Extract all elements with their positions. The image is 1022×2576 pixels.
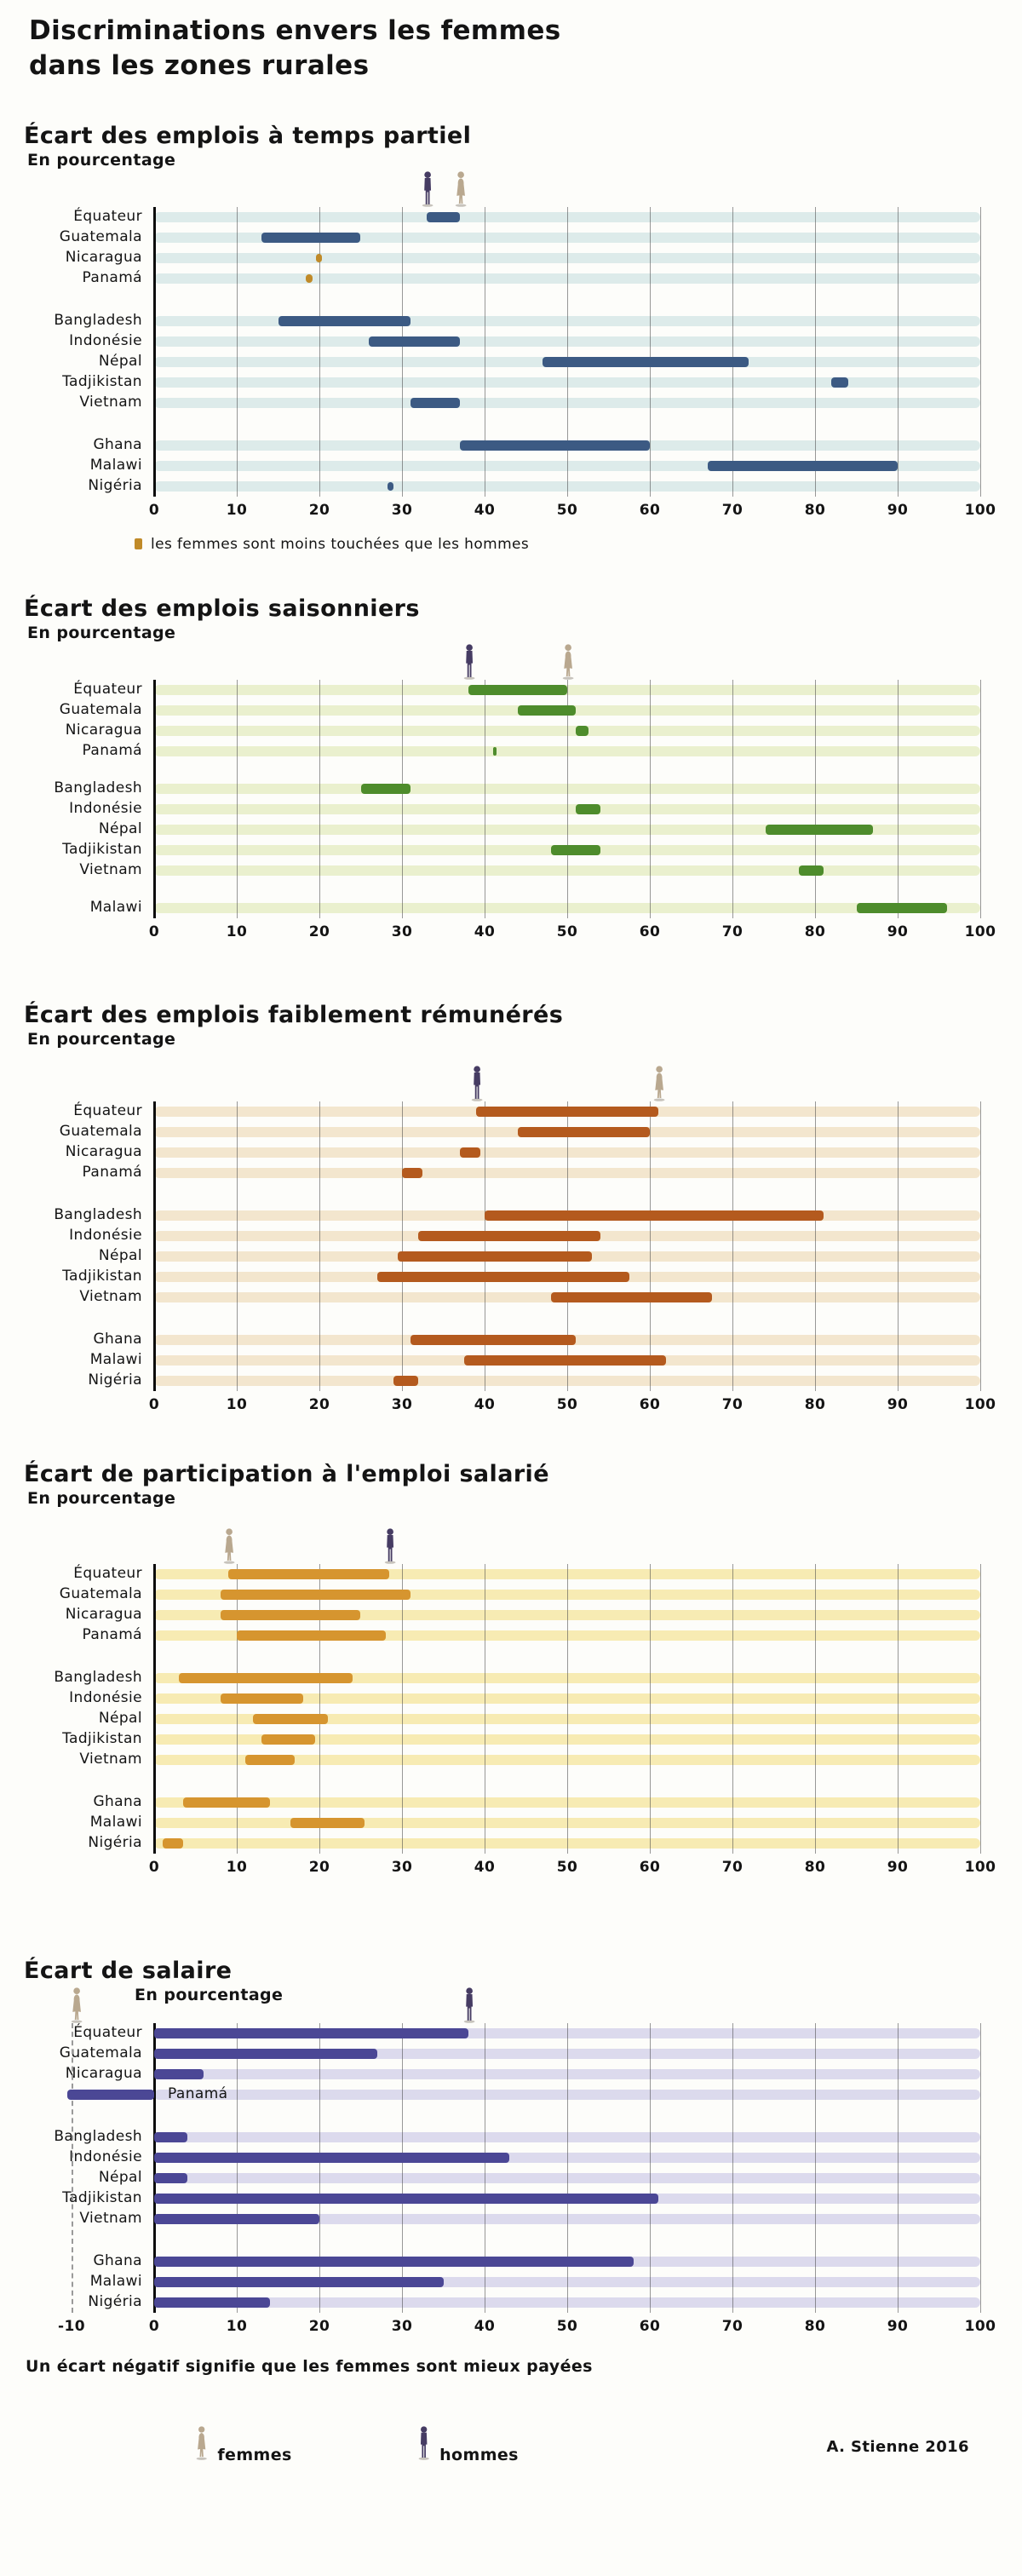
range-bar xyxy=(766,825,873,835)
x-tick-label: 20 xyxy=(308,2317,330,2335)
hommes-icon xyxy=(382,1528,398,1564)
x-tick-label: 50 xyxy=(556,1858,578,1876)
grid-line xyxy=(815,1101,816,1391)
x-tick-label: 60 xyxy=(639,1858,661,1876)
row-label: Ghana xyxy=(93,1792,142,1810)
chart-title-faiblement-remuneres: Écart des emplois faiblement rémunérés xyxy=(24,1001,564,1028)
legend-femmes-label: femmes xyxy=(217,2445,292,2464)
row-label: Indonésie xyxy=(69,799,142,817)
row-label: Guatemala xyxy=(59,2044,142,2061)
range-bar xyxy=(411,1335,576,1345)
row-label: Nicaragua xyxy=(65,1142,142,1160)
chart-section-faiblement-remuneres xyxy=(0,1002,1022,1422)
chart-plot-saisonniers xyxy=(0,680,1022,949)
row-label: Panamá xyxy=(82,741,142,759)
row-label: Malawi xyxy=(89,898,142,916)
grid-line xyxy=(732,207,733,497)
x-tick-label: 20 xyxy=(308,1395,330,1413)
grid-line xyxy=(815,207,816,497)
row-label: Népal xyxy=(98,2168,142,2186)
femmes-icon xyxy=(194,2426,209,2464)
range-bar xyxy=(253,1714,327,1724)
x-tick-label: 70 xyxy=(721,1858,744,1876)
x-tick-label: 10 xyxy=(226,2317,248,2335)
range-bar xyxy=(221,1590,411,1600)
x-tick-label: 10 xyxy=(226,1395,248,1413)
grid-line xyxy=(402,2023,403,2313)
row-label: Népal xyxy=(98,1709,142,1727)
x-tick-label: 10 xyxy=(226,923,248,940)
row-label: Népal xyxy=(98,352,142,370)
row-label: Nigéria xyxy=(88,2292,142,2310)
x-tick-label: 20 xyxy=(308,501,330,519)
grid-line xyxy=(898,207,899,497)
chart-subtitle-emploi-salarie: En pourcentage xyxy=(27,1488,176,1508)
row-label: Nigéria xyxy=(88,476,142,494)
grid-line xyxy=(815,2023,816,2313)
row-label: Équateur xyxy=(73,1564,142,1582)
grid-line xyxy=(402,207,403,497)
range-bar xyxy=(221,1610,361,1620)
chart-subtitle-temps-partiel: En pourcentage xyxy=(27,150,176,170)
grid-line-dashed xyxy=(72,2023,74,2313)
row-label: Vietnam xyxy=(79,1750,142,1768)
grid-line xyxy=(898,1564,899,1854)
grid-line xyxy=(567,680,568,918)
row-label: Guatemala xyxy=(59,700,142,718)
x-tick-label: 60 xyxy=(639,1395,661,1413)
x-tick-label: 30 xyxy=(391,501,413,519)
x-tick-label: 90 xyxy=(887,2317,909,2335)
grid-line xyxy=(980,207,981,497)
femmes-icon xyxy=(560,644,576,680)
row-label: Vietnam xyxy=(79,1287,142,1305)
row-label: Indonésie xyxy=(69,1226,142,1244)
row-label: Ghana xyxy=(93,435,142,453)
grid-line xyxy=(237,680,238,918)
x-tick-label: -10 xyxy=(58,2317,85,2335)
chart-title-temps-partiel: Écart des emplois à temps partiel xyxy=(24,122,472,149)
x-tick-label: 100 xyxy=(964,501,996,519)
range-bar xyxy=(493,747,497,756)
grid-line xyxy=(402,680,403,918)
x-tick-label: 100 xyxy=(964,1858,996,1876)
row-label: Bangladesh xyxy=(54,311,142,329)
range-bar xyxy=(245,1755,295,1765)
x-tick-label: 50 xyxy=(556,1395,578,1413)
x-tick-label: 80 xyxy=(804,923,826,940)
bottom-legend xyxy=(194,2425,1022,2464)
page-header xyxy=(0,14,1022,83)
range-bar xyxy=(67,2090,154,2100)
y-axis-line xyxy=(153,680,156,918)
x-tick-label: 40 xyxy=(474,1395,496,1413)
x-tick-label: 30 xyxy=(391,1858,413,1876)
row-label: Malawi xyxy=(89,2272,142,2290)
x-tick-label: 40 xyxy=(474,2317,496,2335)
row-label: Ghana xyxy=(93,1330,142,1348)
x-tick-label: 40 xyxy=(474,501,496,519)
range-bar xyxy=(857,903,948,913)
chart-title-emploi-salarie: Écart de participation à l'emploi salarié xyxy=(24,1460,549,1487)
grid-line xyxy=(567,2023,568,2313)
range-bar xyxy=(154,2028,468,2038)
x-tick-label: 70 xyxy=(721,923,744,940)
grid-line xyxy=(980,1101,981,1391)
chart-plot-temps-partiel xyxy=(0,207,1022,527)
x-tick-label: 70 xyxy=(721,2317,744,2335)
grid-line xyxy=(319,2023,320,2313)
femmes-icon xyxy=(652,1066,667,1101)
range-bar xyxy=(154,2277,444,2287)
grid-line xyxy=(237,207,238,497)
x-tick-label: 10 xyxy=(226,501,248,519)
grid-line xyxy=(567,207,568,497)
grid-line xyxy=(980,2023,981,2313)
x-tick-label: 0 xyxy=(148,1395,160,1413)
chart-section-emploi-salarie xyxy=(0,1461,1022,1884)
grid-line xyxy=(732,1564,733,1854)
femmes-icon xyxy=(69,1987,84,2023)
x-tick-label: 50 xyxy=(556,2317,578,2335)
row-label: Panamá xyxy=(82,1163,142,1181)
chart-subtitle-faiblement-remuneres: En pourcentage xyxy=(27,1029,176,1049)
row-label: Nicaragua xyxy=(65,248,142,266)
range-bar xyxy=(154,2069,204,2079)
x-tick-label: 0 xyxy=(148,2317,160,2335)
grid-line xyxy=(898,1101,899,1391)
hommes-icon xyxy=(462,1987,477,2023)
row-label: Équateur xyxy=(73,2023,142,2041)
range-bar xyxy=(154,2049,377,2059)
row-label: Vietnam xyxy=(79,393,142,411)
chart-title-saisonniers: Écart des emplois saisonniers xyxy=(24,595,420,622)
grid-line xyxy=(402,1101,403,1391)
range-bar xyxy=(543,357,749,367)
legend-item-hommes xyxy=(416,2426,519,2464)
hommes-icon xyxy=(416,2426,431,2464)
x-tick-label: 80 xyxy=(804,2317,826,2335)
row-label: Tadjikistan xyxy=(62,1729,142,1747)
range-bar xyxy=(576,804,600,814)
row-label: Panamá xyxy=(82,268,142,286)
row-label: Vietnam xyxy=(79,860,142,878)
row-label: Nicaragua xyxy=(65,721,142,739)
chart-subtitle-salaire: En pourcentage xyxy=(135,1985,284,2004)
x-tick-label: 100 xyxy=(964,1395,996,1413)
page-title-line1: Discriminations envers les femmes xyxy=(29,15,561,46)
row-label: Bangladesh xyxy=(54,779,142,796)
range-bar xyxy=(411,398,460,408)
row-label: Panamá xyxy=(168,2084,228,2102)
x-tick-label: 40 xyxy=(474,923,496,940)
range-bar xyxy=(154,2194,658,2204)
legend-item-femmes xyxy=(194,2426,292,2464)
x-tick-label: 90 xyxy=(887,923,909,940)
x-tick-label: 10 xyxy=(226,1858,248,1876)
range-bar xyxy=(306,274,313,283)
range-bar xyxy=(221,1693,303,1704)
grid-line xyxy=(980,1564,981,1854)
range-bar xyxy=(179,1673,353,1683)
x-tick-label: 80 xyxy=(804,501,826,519)
range-bar xyxy=(154,2132,187,2142)
grid-line xyxy=(650,2023,651,2313)
grid-line xyxy=(650,1101,651,1391)
chart-title-salaire: Écart de salaire xyxy=(24,1957,233,1984)
hommes-icon xyxy=(462,644,477,680)
range-bar xyxy=(154,2214,319,2224)
grid-line xyxy=(237,1101,238,1391)
grid-line xyxy=(980,680,981,918)
row-label: Indonésie xyxy=(69,2148,142,2165)
legend-swatch-amber xyxy=(135,538,142,549)
chart-plot-emploi-salarie xyxy=(0,1564,1022,1884)
row-label: Panamá xyxy=(82,1625,142,1643)
grid-line xyxy=(319,1101,320,1391)
grid-line xyxy=(815,1564,816,1854)
x-tick-label: 70 xyxy=(721,501,744,519)
row-label: Népal xyxy=(98,1246,142,1264)
grid-line xyxy=(898,2023,899,2313)
range-bar xyxy=(183,1797,270,1808)
range-bar xyxy=(361,784,411,794)
chart-plot-salaire xyxy=(0,2023,1022,2343)
range-bar xyxy=(228,1569,389,1579)
range-bar xyxy=(468,685,567,695)
femmes-icon xyxy=(453,171,468,207)
page-title-line2: dans les zones rurales xyxy=(29,49,370,81)
range-bar xyxy=(518,705,576,716)
row-label: Ghana xyxy=(93,2251,142,2269)
row-label: Équateur xyxy=(73,1101,142,1119)
row-label: Tadjikistan xyxy=(62,1267,142,1285)
grid-line xyxy=(650,1564,651,1854)
x-tick-label: 60 xyxy=(639,2317,661,2335)
row-label: Guatemala xyxy=(59,227,142,245)
grid-line xyxy=(567,1101,568,1391)
range-bar xyxy=(551,845,600,855)
x-tick-label: 100 xyxy=(964,923,996,940)
range-bar xyxy=(427,212,460,222)
range-bar xyxy=(316,254,322,262)
grid-line xyxy=(732,680,733,918)
chart-section-saisonniers xyxy=(0,595,1022,949)
range-bar xyxy=(388,482,394,491)
y-axis-line xyxy=(153,1101,156,1391)
row-label: Vietnam xyxy=(79,2209,142,2227)
row-label: Bangladesh xyxy=(54,2127,142,2145)
x-tick-label: 50 xyxy=(556,501,578,519)
range-bar xyxy=(393,1376,418,1386)
chart-plot-faiblement-remuneres xyxy=(0,1101,1022,1422)
x-tick-label: 80 xyxy=(804,1858,826,1876)
range-bar xyxy=(398,1251,592,1262)
x-tick-label: 50 xyxy=(556,923,578,940)
range-bar xyxy=(551,1292,712,1302)
range-bar xyxy=(154,2297,270,2308)
grid-line xyxy=(402,1564,403,1854)
row-label: Équateur xyxy=(73,680,142,698)
y-axis-line xyxy=(153,2023,156,2313)
range-bar xyxy=(464,1355,667,1366)
range-bar xyxy=(237,1630,386,1641)
x-tick-label: 60 xyxy=(639,501,661,519)
grid-line xyxy=(319,1564,320,1854)
page-title xyxy=(29,14,1022,83)
x-tick-label: 90 xyxy=(887,1395,909,1413)
range-bar xyxy=(377,1272,629,1282)
y-axis-line xyxy=(153,1564,156,1854)
range-bar xyxy=(708,461,898,471)
range-bar xyxy=(154,2257,634,2267)
grid-line xyxy=(319,207,320,497)
row-label: Nigéria xyxy=(88,1371,142,1389)
x-tick-label: 100 xyxy=(964,2317,996,2335)
range-bar xyxy=(576,726,589,736)
grid-line xyxy=(732,2023,733,2313)
range-bar xyxy=(154,2153,509,2163)
row-label: Guatemala xyxy=(59,1584,142,1602)
range-bar xyxy=(261,1734,315,1745)
row-label: Tadjikistan xyxy=(62,372,142,390)
x-tick-label: 30 xyxy=(391,923,413,940)
range-bar xyxy=(154,2173,187,2183)
x-tick-label: 90 xyxy=(887,1858,909,1876)
row-label: Nicaragua xyxy=(65,2064,142,2082)
range-bar xyxy=(418,1231,600,1241)
row-label: Bangladesh xyxy=(54,1205,142,1223)
grid-line xyxy=(237,1564,238,1854)
range-bar xyxy=(799,865,824,876)
range-bar xyxy=(485,1210,824,1221)
grid-line xyxy=(650,680,651,918)
row-label: Malawi xyxy=(89,456,142,474)
x-tick-label: 60 xyxy=(639,923,661,940)
x-tick-label: 0 xyxy=(148,1858,160,1876)
row-label: Malawi xyxy=(89,1350,142,1368)
grid-line xyxy=(898,680,899,918)
range-bar xyxy=(460,1147,480,1158)
range-bar xyxy=(290,1818,365,1828)
chart1-legend xyxy=(135,536,1022,553)
grid-line xyxy=(237,2023,238,2313)
x-tick-label: 70 xyxy=(721,1395,744,1413)
row-label: Nigéria xyxy=(88,1833,142,1851)
range-bar xyxy=(402,1168,422,1178)
chart-section-temps-partiel xyxy=(0,123,1022,553)
row-label: Nicaragua xyxy=(65,1605,142,1623)
range-bar xyxy=(460,440,650,451)
grid-line xyxy=(319,680,320,918)
grid-line xyxy=(732,1101,733,1391)
row-label: Indonésie xyxy=(69,331,142,349)
legend-hommes-label: hommes xyxy=(439,2445,519,2464)
row-label: Malawi xyxy=(89,1813,142,1831)
grid-line xyxy=(567,1564,568,1854)
range-bar xyxy=(261,233,360,243)
range-bar xyxy=(369,336,460,347)
row-label: Équateur xyxy=(73,207,142,225)
x-tick-label: 20 xyxy=(308,923,330,940)
row-label: Tadjikistan xyxy=(62,2188,142,2206)
range-bar xyxy=(476,1107,657,1117)
chart1-legend-text: les femmes sont moins touchées que les hommes xyxy=(151,535,530,553)
grid-line xyxy=(650,207,651,497)
range-bar xyxy=(831,377,847,388)
chart-section-salaire xyxy=(0,1958,1022,2376)
salary-footnote: Un écart négatif signifie que les femmes sont mieux payées xyxy=(26,2356,593,2376)
range-bar xyxy=(278,316,411,326)
x-tick-label: 90 xyxy=(887,501,909,519)
hommes-icon xyxy=(420,171,435,207)
x-tick-label: 0 xyxy=(148,923,160,940)
chart-subtitle-saisonniers: En pourcentage xyxy=(27,623,176,642)
grid-line xyxy=(815,680,816,918)
x-tick-label: 20 xyxy=(308,1858,330,1876)
row-label: Bangladesh xyxy=(54,1668,142,1686)
row-label: Népal xyxy=(98,819,142,837)
x-tick-label: 30 xyxy=(391,2317,413,2335)
row-label: Guatemala xyxy=(59,1122,142,1140)
x-tick-label: 40 xyxy=(474,1858,496,1876)
x-tick-label: 0 xyxy=(148,501,160,519)
femmes-icon xyxy=(221,1528,237,1564)
row-label: Indonésie xyxy=(69,1688,142,1706)
x-tick-label: 80 xyxy=(804,1395,826,1413)
range-bar xyxy=(163,1838,183,1849)
hommes-icon xyxy=(469,1066,485,1101)
y-axis-line xyxy=(153,207,156,497)
row-label: Tadjikistan xyxy=(62,840,142,858)
x-tick-label: 30 xyxy=(391,1395,413,1413)
range-bar xyxy=(518,1127,650,1137)
signature: A. Stienne 2016 xyxy=(826,2437,969,2456)
